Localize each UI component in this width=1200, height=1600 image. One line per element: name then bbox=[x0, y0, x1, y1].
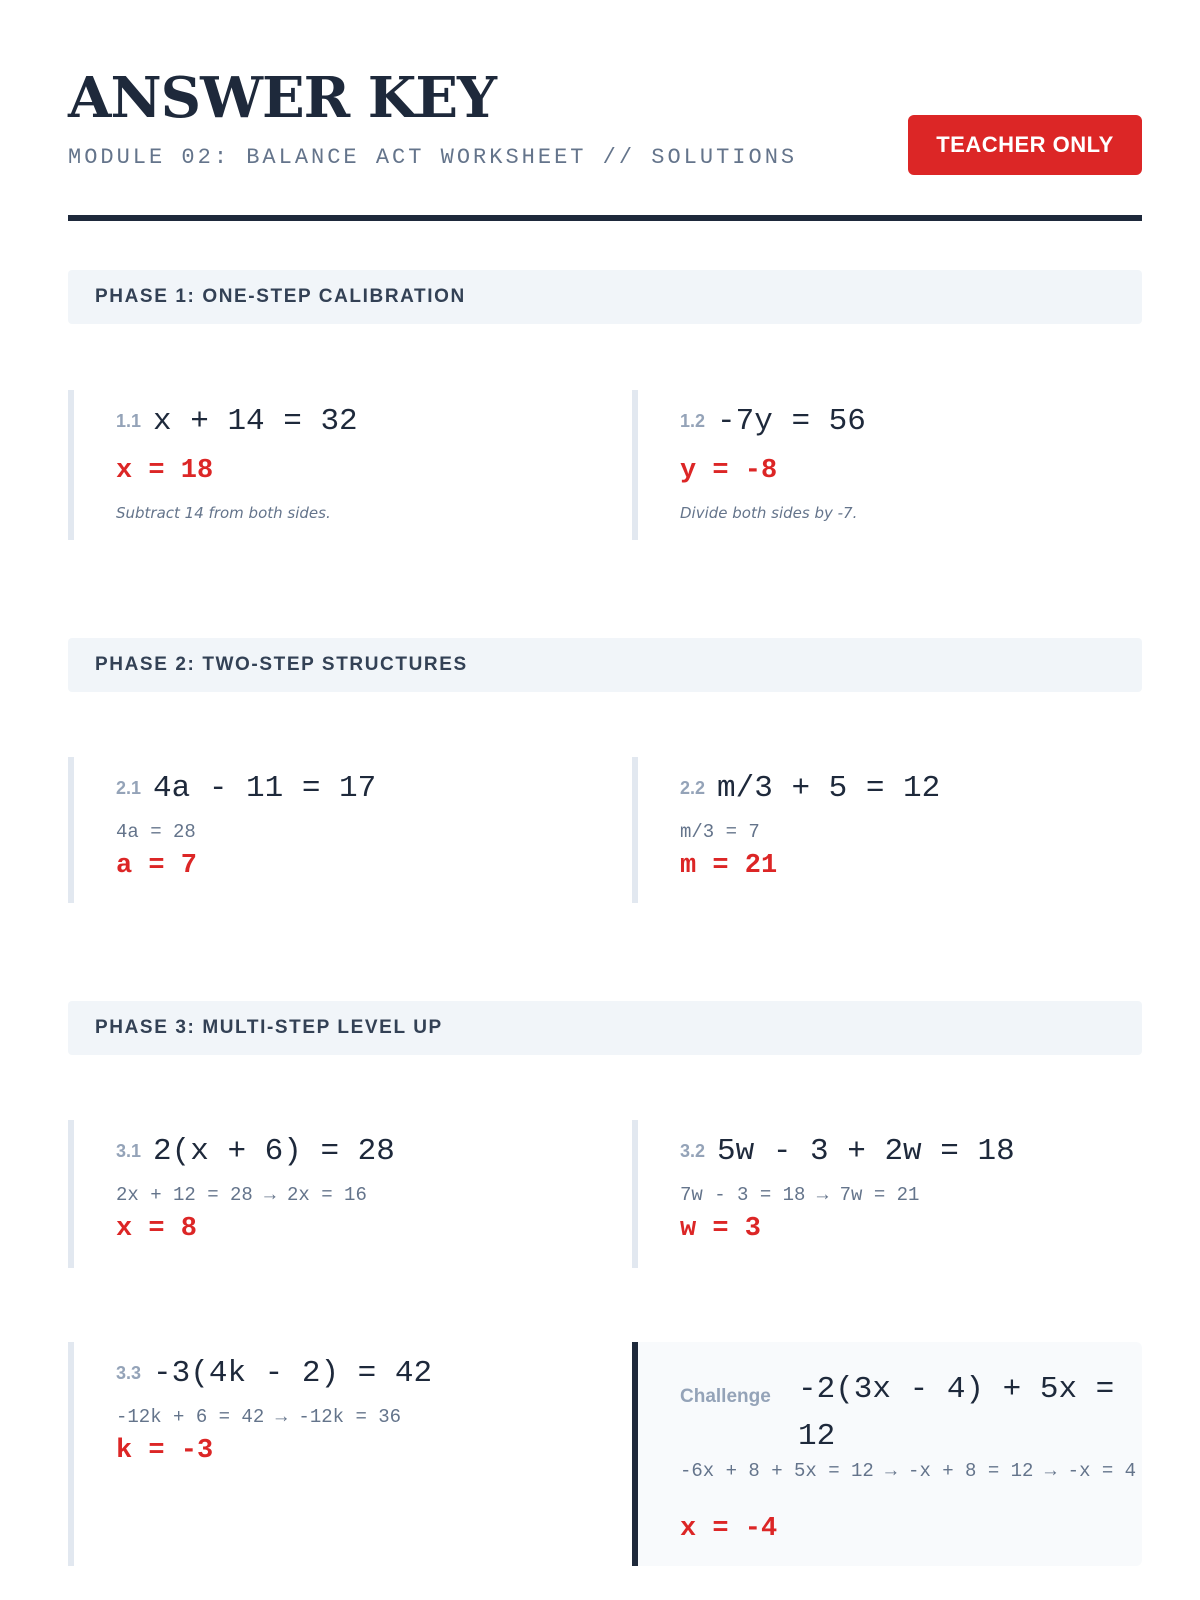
phase-2-header bbox=[68, 638, 1142, 692]
problem-card-2-1 bbox=[68, 757, 578, 903]
problem-row bbox=[680, 404, 866, 439]
problem-number: 3.1 bbox=[116, 1141, 142, 1161]
phase-title: PHASE 3: MULTI-STEP LEVEL UP bbox=[95, 1017, 443, 1038]
challenge-label: Challenge bbox=[680, 1386, 771, 1407]
problem-answer: m = 21 bbox=[680, 851, 778, 881]
problem-number: 1.1 bbox=[116, 411, 142, 431]
problem-card-1-1 bbox=[68, 390, 578, 540]
phase-title: PHASE 1: ONE-STEP CALIBRATION bbox=[95, 286, 466, 307]
problem-number: 3.2 bbox=[680, 1141, 706, 1161]
header-divider bbox=[68, 215, 1142, 221]
teacher-only-badge[interactable]: TEACHER ONLY bbox=[908, 115, 1142, 175]
challenge-equation: -2(3x - 4) + 5x = 12 bbox=[798, 1372, 1115, 1454]
page-header bbox=[68, 0, 1142, 222]
problem-row bbox=[116, 1134, 395, 1169]
problem-card-3-2 bbox=[632, 1120, 1142, 1268]
problem-equation: x + 14 = 32 bbox=[153, 404, 358, 439]
page-title: ANSWER KEY bbox=[68, 65, 497, 131]
phase-3-header bbox=[68, 1001, 1142, 1055]
solution-step: -12k + 6 = 42 → -12k = 36 bbox=[116, 1406, 402, 1428]
problem-answer: x = 8 bbox=[116, 1214, 198, 1244]
problem-equation: 5w - 3 + 2w = 18 bbox=[717, 1134, 1015, 1169]
problem-answer: y = -8 bbox=[680, 456, 778, 486]
problem-answer: w = 3 bbox=[680, 1214, 762, 1244]
phase-title: PHASE 2: TWO-STEP STRUCTURES bbox=[95, 654, 468, 675]
problem-equation: -3(4k - 2) = 42 bbox=[153, 1356, 433, 1391]
problem-row bbox=[116, 404, 358, 439]
problem-equation: 2(x + 6) = 28 bbox=[153, 1134, 395, 1169]
solution-step: m/3 = 7 bbox=[680, 821, 760, 843]
problem-card-2-2 bbox=[632, 757, 1142, 903]
challenge-card bbox=[632, 1342, 1142, 1566]
problem-equation: -7y = 56 bbox=[717, 404, 866, 439]
problem-number: 2.2 bbox=[680, 778, 706, 798]
challenge-solution-step: -6x + 8 + 5x = 12 → -x + 8 = 12 → -x = 4 bbox=[680, 1460, 1137, 1482]
problem-row bbox=[680, 1134, 1015, 1169]
problem-answer: x = 18 bbox=[116, 456, 214, 486]
solution-note: Divide both sides by -7. bbox=[680, 504, 858, 522]
challenge-answer: x = -4 bbox=[680, 1514, 778, 1544]
problem-number: 3.3 bbox=[116, 1363, 142, 1383]
phase-1-header bbox=[68, 270, 1142, 324]
problem-number: 2.1 bbox=[116, 778, 142, 798]
problem-row bbox=[116, 771, 376, 806]
problem-row bbox=[116, 1356, 432, 1391]
problem-row bbox=[680, 771, 940, 806]
solution-step: 7w - 3 = 18 → 7w = 21 bbox=[680, 1184, 920, 1206]
solution-step: 4a = 28 bbox=[116, 821, 196, 843]
solution-step: 2x + 12 = 28 → 2x = 16 bbox=[116, 1184, 367, 1206]
problem-card-3-1 bbox=[68, 1120, 578, 1268]
page-subtitle: MODULE 02: BALANCE ACT WORKSHEET // SOLUTIONS bbox=[68, 145, 798, 170]
problem-equation: 4a - 11 = 17 bbox=[153, 771, 377, 806]
problem-number: 1.2 bbox=[680, 411, 706, 431]
problem-card-3-3 bbox=[68, 1342, 578, 1566]
solution-note: Subtract 14 from both sides. bbox=[116, 504, 331, 522]
problem-answer: k = -3 bbox=[116, 1436, 214, 1466]
problem-card-1-2 bbox=[632, 390, 1142, 540]
problem-answer: a = 7 bbox=[116, 851, 198, 881]
problem-equation: m/3 + 5 = 12 bbox=[717, 771, 941, 806]
